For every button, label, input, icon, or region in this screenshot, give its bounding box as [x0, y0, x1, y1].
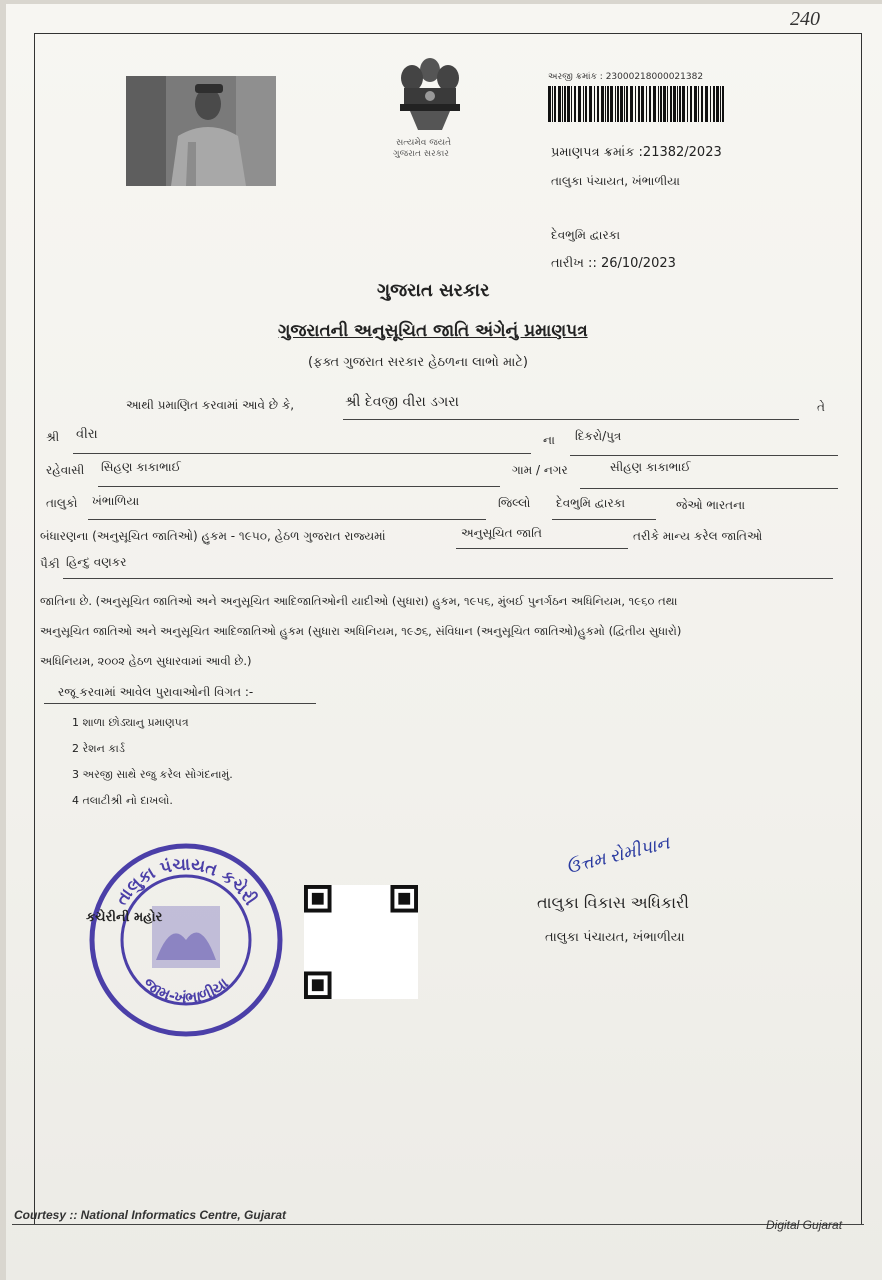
district-label: જિલ્લો	[498, 496, 531, 510]
category-underline	[456, 548, 628, 549]
barcode	[548, 86, 728, 122]
applicant-name: શ્રી દેવજી વીરા ડગરા	[345, 394, 459, 410]
footer-brand: Digital Gujarat	[766, 1218, 843, 1232]
father-name: વીરા	[76, 427, 98, 442]
resident-label: રહેવાસી	[46, 463, 85, 477]
evidence-heading: રજૂ કરવામાં આવેલ પુરાવાઓની વિગત :-	[58, 685, 254, 699]
application-number: અરજી ક્રમાંક : 23000218000021382	[548, 72, 704, 82]
caste-value: હિન્દુ વણકર	[66, 555, 127, 569]
body-line-1: જાતિના છે. (અનુસૂચિત જાતિઓ અને અનુસૂચિત આદિજાતિઓની યાદીઓ (સુધારા) હુકમ, ૧૯૫૬, મુંબઈ પુનર્ગઠન અધિનિયમ, ૧૯૬૦ તથા	[40, 594, 678, 608]
resident-value: સિહણ કાકાભાઈ	[101, 460, 181, 474]
svg-text:જામ-ખંભાળીયા: જામ-ખંભાળીયા	[140, 973, 232, 1008]
issuing-office: તાલુકા પંચાયત, ખંભાળીયા	[551, 174, 680, 188]
evidence-item: 1 શાળા છોડ્યાનુ પ્રમાણપત્ર	[72, 716, 189, 729]
government-header: ગુજરાત સરકાર	[377, 280, 490, 301]
village-value: સીહણ કાકાભાઈ	[610, 460, 691, 474]
signatory-title: તાલુકા વિકાસ અધિકારી	[537, 893, 689, 912]
seal-label: કચેરીની મહોર	[86, 910, 163, 925]
father-underline	[73, 453, 531, 454]
footer-courtesy: Courtesy :: National Informatics Centre, Gujarat	[14, 1208, 287, 1222]
evidence-item: 2 રેશન કાર્ડ	[72, 742, 125, 755]
shri-label: શ્રી	[46, 430, 60, 444]
taluka-label: તાલુકો	[46, 496, 78, 510]
taluka-value: ખંભાળિયા	[92, 494, 140, 508]
qr-code	[304, 885, 418, 999]
footer-rule	[12, 1224, 864, 1225]
recognized-text: તરીકે માન્ય કરેલ જાતિઓ	[633, 529, 763, 543]
te-label: તે	[817, 400, 825, 414]
certify-prefix: આથી પ્રમાણિત કરવામાં આવે છે કે,	[126, 398, 295, 412]
constitution-text: બંધારણના (અનુસૂચિત જાતિઓ) હુકમ - ૧૯૫૦, હેઠળ ગુજરાત રાજ્યમાં	[40, 529, 386, 543]
evidence-item: 3 અરજી સાથે રજુ કરેલ સોગંદનામું.	[72, 768, 233, 781]
district-value: દેવભુમિ દ્વારકા	[556, 496, 626, 510]
certificate-title: ગુજરાતની અનુસૂચિત જાતિ અંગેનું પ્રમાણપત્ર	[278, 321, 588, 341]
body-line-3: અધિનિયમ, ૨૦૦૨ હેઠળ સુધારવામાં આવી છે.)	[40, 654, 252, 668]
relation-underline	[570, 455, 838, 456]
na-label: ના	[543, 433, 555, 447]
district: દેવભુમિ દ્વારકા	[551, 228, 621, 242]
page-number: 240	[790, 8, 820, 30]
applicant-photo	[126, 76, 276, 186]
caste-prefix: પૈકી	[40, 557, 60, 571]
body-line-2: અનુસૂચિત જાતિઓ અને અનુસૂચિત આદિજાતિઓ હુકમ (સુધારા અધિનિયમ, ૧૯૭૬, સંવિધાન (અનુસૂચિત જાતિઓ)હુકમો (દ્વિતીય સુધારો)	[40, 624, 682, 638]
certificate-subtitle: (ફક્ત ગુજરાત સરકાર હેઠળના લાભો માટે)	[308, 355, 528, 370]
office-seal-stamp	[86, 840, 286, 1040]
lion-capital-icon	[388, 50, 472, 134]
india-text: જેઓ ભારતના	[676, 498, 746, 512]
relation-value: દિકરો/પુત્ર	[575, 429, 622, 443]
emblem-caption: ગુજરાત સરકાર	[393, 149, 449, 159]
category-value: અનુસૂચિત જાતિ	[461, 526, 542, 540]
certificate-number: પ્રમાણપત્ર ક્રમાંક :21382/2023	[551, 145, 722, 160]
taluka-underline	[88, 519, 486, 520]
emblem-motto: સત્યમેવ જયતે	[396, 138, 452, 148]
evidence-heading-underline	[44, 703, 316, 704]
district-underline	[552, 519, 656, 520]
caste-underline	[63, 578, 833, 579]
village-underline	[580, 488, 838, 489]
name-underline	[343, 419, 799, 420]
signatory-office: તાલુકા પંચાયત, ખંભાળીયા	[545, 930, 685, 945]
issue-date: તારીખ :: 26/10/2023	[551, 256, 676, 271]
svg-text:તાલુકા પંચાયત કચેરી: તાલુકા પંચાયત કચેરી	[111, 854, 261, 910]
resident-underline	[98, 486, 500, 487]
evidence-item: 4 તલાટીશ્રી નો દાખલો.	[72, 794, 173, 807]
village-label: ગામ / નગર	[512, 463, 568, 477]
signature: ઉત્તમ રોમીપાન	[564, 832, 672, 878]
